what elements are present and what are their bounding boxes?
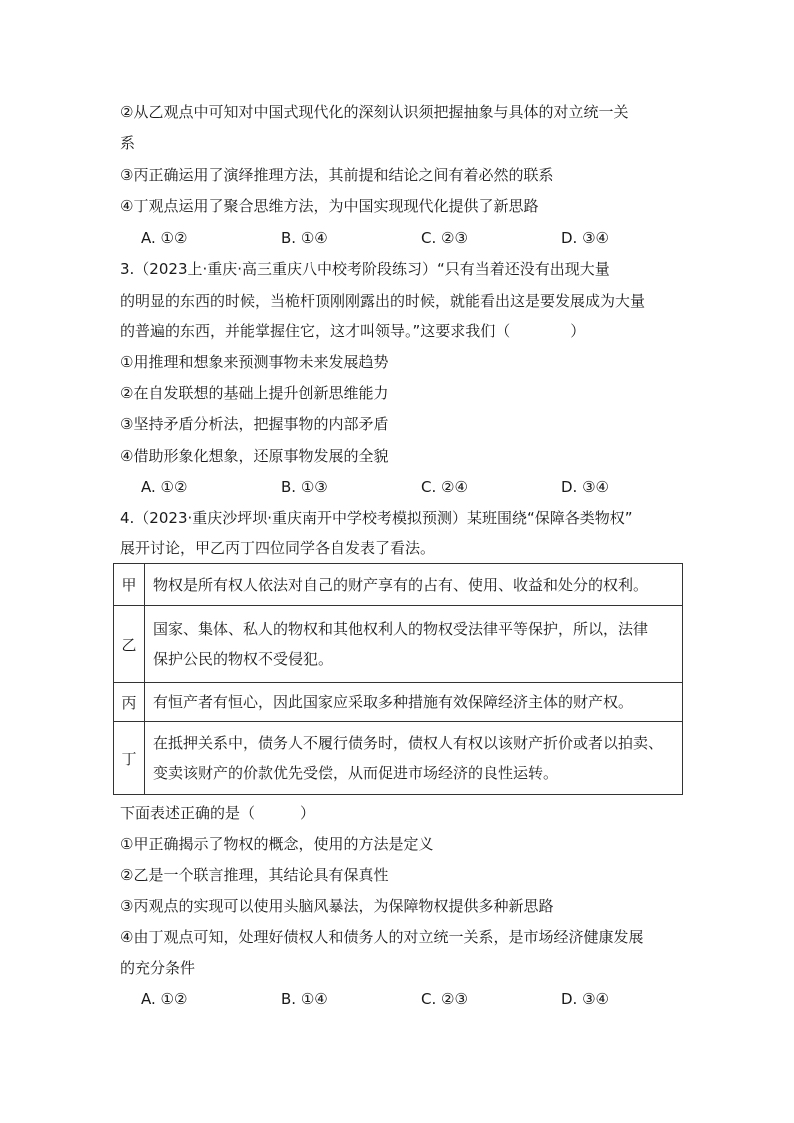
row-text [145, 683, 683, 722]
q3-item1: ①用推理和想象来预测事物未来发展趋势 [120, 353, 389, 371]
row-text [145, 606, 683, 683]
row-text-line: 保护公民的物权不受侵犯。 [153, 650, 334, 668]
q2-options [141, 228, 609, 248]
q4-item2: ②乙是一个联言推理，其结论具有保真性 [120, 866, 389, 884]
q3-options [141, 477, 609, 497]
row-text-line: 有恒产者有恒心，因此国家应采取多种措施有效保障经济主体的财产权。 [153, 693, 634, 711]
table-row [114, 722, 683, 795]
row-tag: 丁 [114, 722, 145, 795]
q4-stem-line2: 展开讨论，甲乙丙丁四位同学各自发表了看法。 [120, 539, 436, 557]
q4-item1: ①甲正确揭示了物权的概念，使用的方法是定义 [120, 835, 434, 853]
q4-item4-line2: 的充分条件 [120, 959, 196, 977]
q3-item2: ②在自发联想的基础上提升创新思维能力 [120, 384, 389, 402]
q4-option-c[interactable]: C. ②③ [421, 990, 468, 1008]
row-text [145, 722, 683, 795]
q3-stem-line2: 的明显的东西的时候，当桅杆顶刚刚露出的时候，就能看出这是要发展成为大量 [120, 292, 646, 310]
q4-option-d[interactable]: D. ③④ [561, 990, 609, 1008]
table-row [114, 606, 683, 683]
q3-option-b[interactable]: B. ①③ [281, 478, 328, 496]
q4-options [141, 989, 609, 1009]
q4-option-b[interactable]: B. ①④ [281, 990, 328, 1008]
q2-option-c[interactable]: C. ②③ [421, 229, 468, 247]
row-tag: 乙 [114, 606, 145, 683]
row-text-line: 在抵押关系中，债务人不履行债务时，债权人有权以该财产折价或者以拍卖、 [153, 734, 664, 752]
q4-option-a[interactable]: A. ①② [141, 990, 188, 1008]
table-row [114, 564, 683, 606]
q3-option-d[interactable]: D. ③④ [561, 478, 609, 496]
q4-item3: ③丙观点的实现可以使用头脑风暴法，为保障物权提供多种新思路 [120, 897, 554, 915]
row-tag: 甲 [114, 564, 145, 606]
row-text [145, 564, 683, 606]
row-tag: 丙 [114, 683, 145, 722]
table-row [114, 683, 683, 722]
row-text-line: 变卖该财产的价款优先受偿，从而促进市场经济的良性运转。 [153, 764, 559, 782]
q2-item3: ③丙正确运用了演绎推理方法，其前提和结论之间有着必然的联系 [120, 166, 554, 184]
q3-option-c[interactable]: C. ②④ [421, 478, 468, 496]
q2-item4: ④丁观点运用了聚合思维方法，为中国实现现代化提供了新思路 [120, 197, 539, 215]
q3-stem-line3: 的普遍的东西，并能掌握住它，这才叫领导。”这要求我们（ ） [120, 322, 586, 340]
row-text-line: 物权是所有权人依法对自己的财产享有的占有、使用、收益和处分的权利。 [153, 575, 649, 594]
q2-option-a[interactable]: A. ①② [141, 229, 188, 247]
q3-item4: ④借助形象化想象，还原事物发展的全貌 [120, 447, 389, 465]
q4-stem-line1: 4.（2023·重庆沙坪坝·重庆南开中学校考模拟预测）某班围绕“保障各类物权” [120, 509, 633, 527]
row-text-line: 国家、集体、私人的物权和其他权利人的物权受法律平等保护，所以，法律 [153, 620, 649, 638]
q3-option-a[interactable]: A. ①② [141, 478, 188, 496]
q3-item3: ③坚持矛盾分析法，把握事物的内部矛盾 [120, 415, 389, 433]
q2-option-b[interactable]: B. ①④ [281, 229, 328, 247]
q4-prompt: 下面表述正确的是（ ） [120, 804, 316, 822]
q2-item2-line1: ②从乙观点中可知对中国式现代化的深刻认识须把握抽象与具体的对立统一关 [120, 103, 629, 121]
q2-option-d[interactable]: D. ③④ [561, 229, 609, 247]
q4-item4-line1: ④由丁观点可知，处理好债权人和债务人的对立统一关系，是市场经济健康发展 [120, 928, 644, 946]
q3-stem-line1: 3.（2023上·重庆·高三重庆八中校考阶段练习）“只有当着还没有出现大量 [120, 260, 610, 278]
viewpoints-table [113, 563, 683, 795]
q2-item2-line2: 系 [120, 134, 136, 152]
